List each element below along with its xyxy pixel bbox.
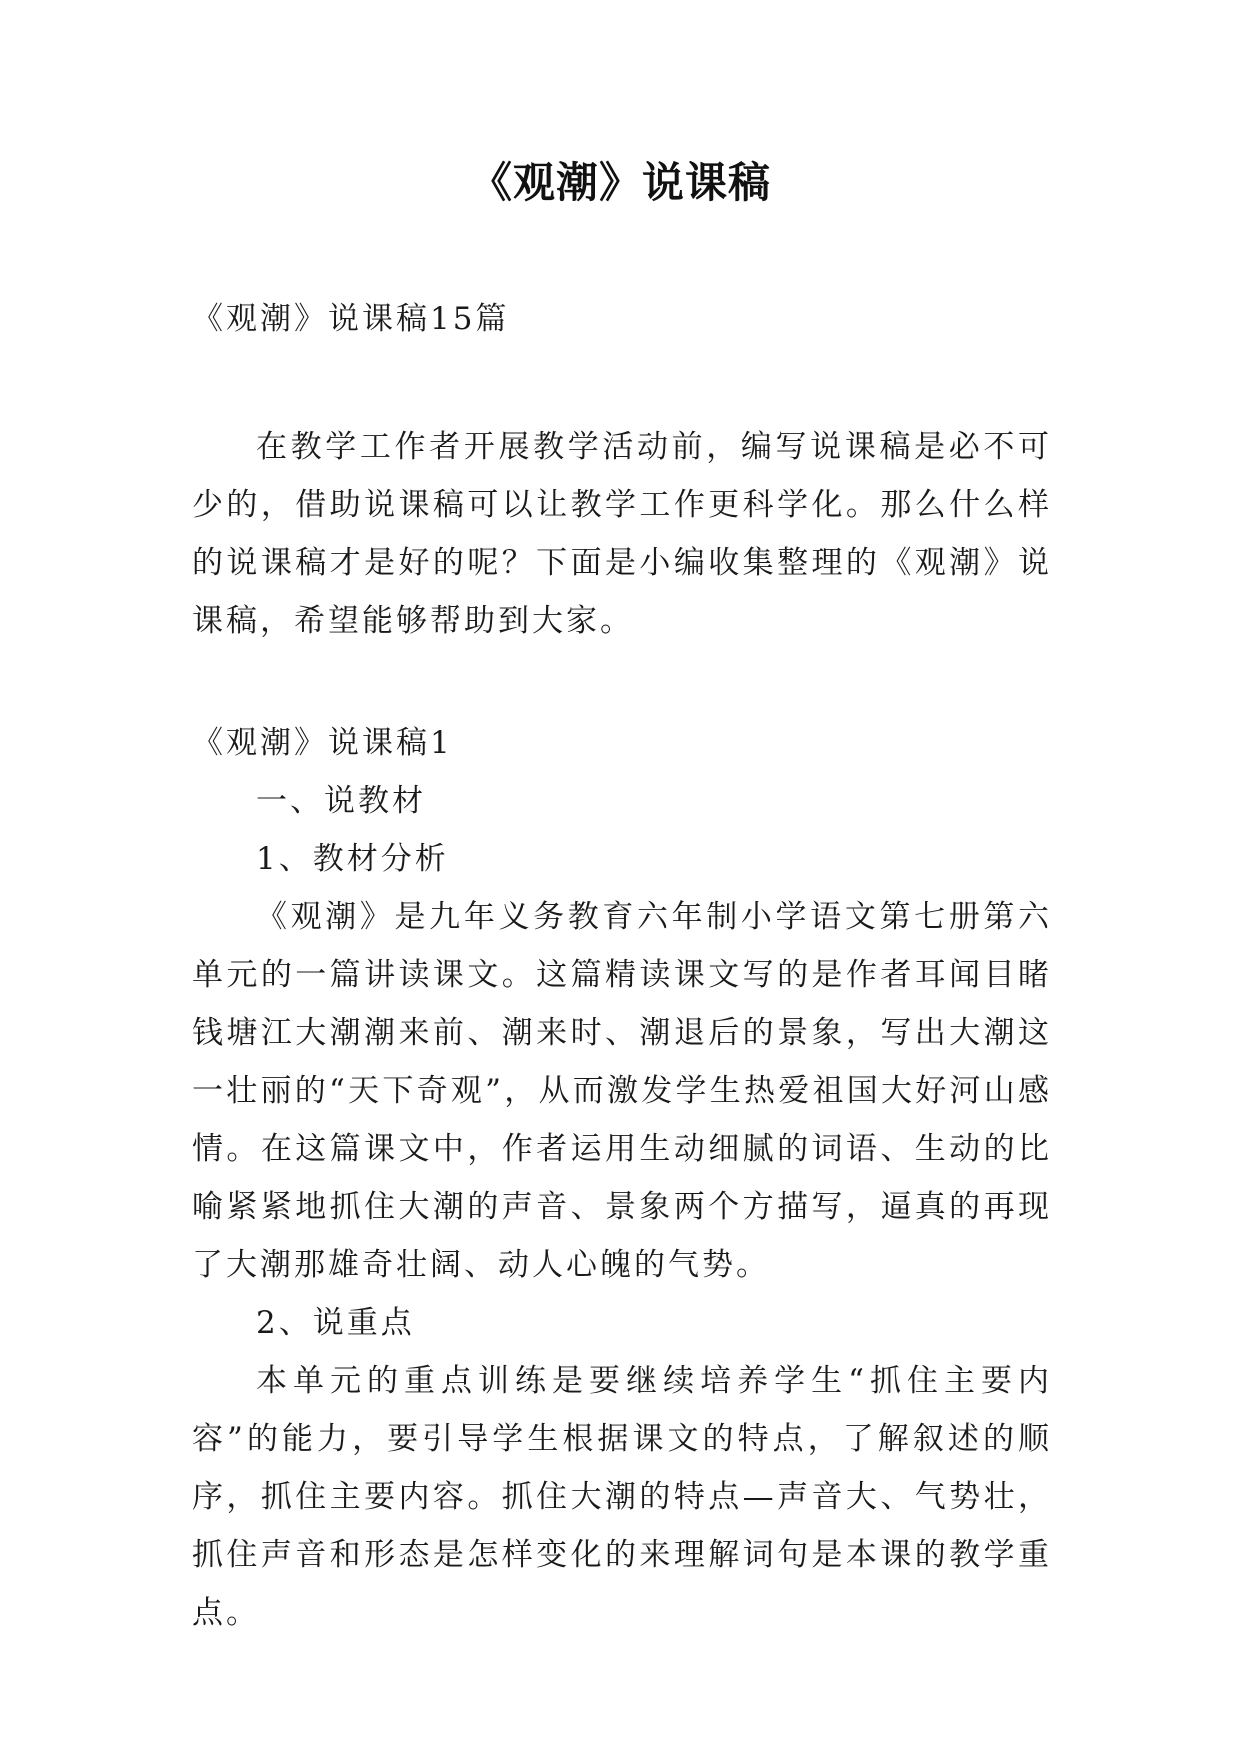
heading-teaching-material: 一、说教材: [256, 783, 426, 819]
heading-key-points: 2、说重点: [256, 1305, 415, 1341]
analysis-paragraph: 《观潮》是九年义务教育六年制小学语文第七册第六单元的一篇讲读课文。这篇精读课文写的是作者耳闻目睹钱塘江大潮潮来前、潮来时、潮退后的景象，写出大潮这一壮丽的“天下奇观”，从而激发学生热爱祖国大好河山感情。在这篇课文中，作者运用生动细腻的词语、生动的比喻紧紧地抓住大潮的声音、景象两个方描写，逼真的再现了大潮那雄奇壮阔、动人心魄的气势。: [192, 899, 1052, 1283]
document-body: [192, 290, 1052, 1642]
document-title: 《观潮》说课稿: [469, 158, 771, 207]
key-points-paragraph: 本单元的重点训练是要继续培养学生“抓住主要内容”的能力，要引导学生根据课文的特点，了解叙述的顺序，抓住主要内容。抓住大潮的特点—声音大、气势壮，抓住声音和形态是怎样变化的来理解词句是本课的教学重点。: [192, 1363, 1052, 1631]
intro-paragraph: 在教学工作者开展教学活动前，编写说课稿是必不可少的，借助说课稿可以让教学工作更科学化。那么什么样的说课稿才是好的呢？下面是小编收集整理的《观潮》说课稿，希望能够帮助到大家。: [192, 429, 1052, 639]
document-subtitle: 《观潮》说课稿15篇: [192, 301, 510, 337]
section-heading: 《观潮》说课稿1: [192, 725, 453, 761]
heading-material-analysis: 1、教材分析: [256, 841, 449, 877]
